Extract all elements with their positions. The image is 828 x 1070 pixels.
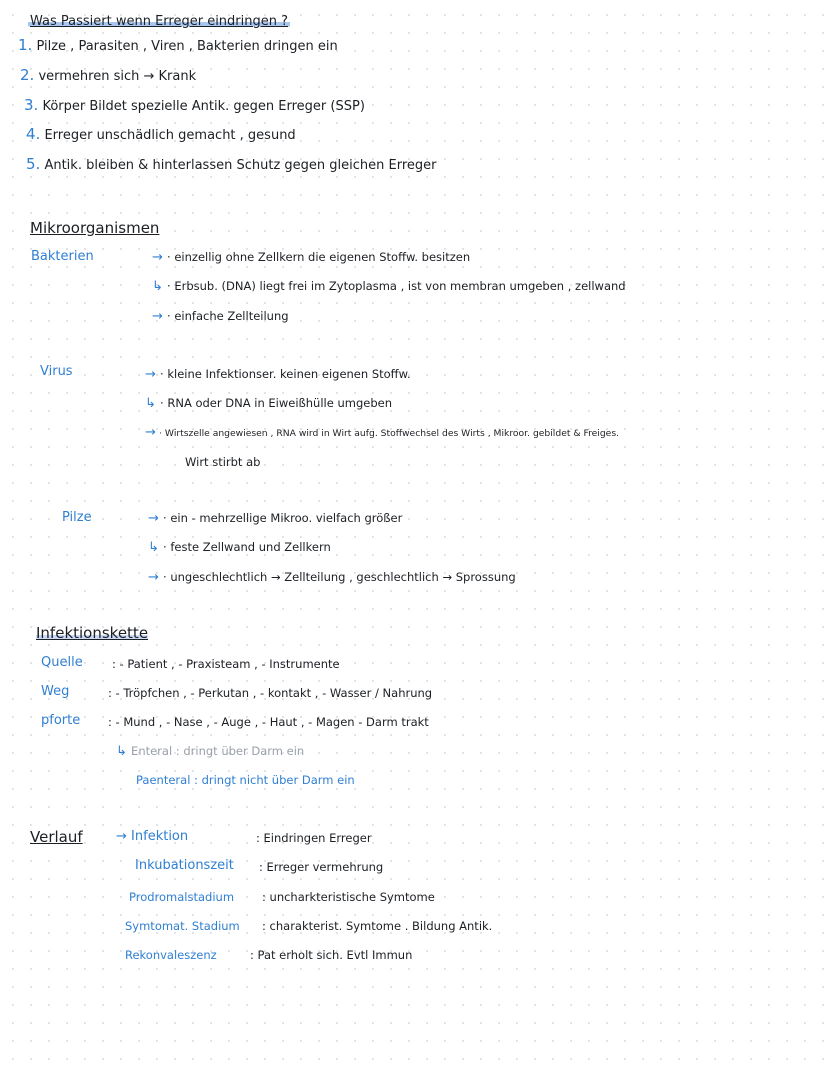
list-item: → Infektion (116, 829, 189, 844)
list-item: : - Patient , - Praxisteam , - Instrumente (112, 657, 340, 671)
label-pilze: Pilze (62, 510, 92, 525)
arrow-icon: → (145, 367, 156, 382)
label-prodromalstadium: Prodromalstadium (129, 890, 235, 904)
list-item: → · ungeschlechtlich → Zellteilung , geschlechtlich → Sprossung (148, 570, 516, 585)
list-item-continuation: Wirt stirbt ab (185, 455, 261, 469)
section-heading-mikroorganismen: Mikroorganismen (30, 219, 160, 237)
list-item: 3. Körper Bildet spezielle Antik. gegen Erreger (SSP) (24, 96, 365, 114)
arrow-icon: → (148, 511, 159, 526)
list-item: → · einfache Zellteilung (152, 309, 289, 324)
section-heading-verlauf: Verlauf (30, 828, 83, 846)
label-bakterien: Bakterien (31, 249, 94, 264)
list-item-text: : uncharkteristische Symtome (262, 890, 435, 904)
arrow-icon: ↳ (148, 540, 159, 555)
list-item-text: : Eindringen Erreger (256, 831, 372, 845)
list-item: ↳ · RNA oder DNA in Eiweißhülle umgeben (145, 396, 392, 411)
list-item: 5. Antik. bleiben & hinterlassen Schutz gegen gleichen Erreger (26, 155, 437, 173)
list-item: 1. Pilze , Parasiten , Viren , Bakterien dringen ein (18, 36, 338, 54)
list-item-text: : charakterist. Symtome . Bildung Antik. (262, 919, 493, 933)
list-item: : - Tröpfchen , - Perkutan , - kontakt , - Wasser / Nahrung (108, 686, 433, 700)
arrow-icon: ↳ (145, 396, 156, 411)
list-item: ↳ · feste Zellwand und Zellkern (148, 540, 331, 555)
list-item: ↳ · Erbsub. (DNA) liegt frei im Zytoplasma , ist von membran umgeben , zellwand (152, 279, 626, 294)
arrow-icon: → (145, 425, 156, 440)
label-rekonvaleszenz: Rekonvaleszenz (125, 948, 217, 962)
list-item: 2. vermehren sich → Krank (20, 66, 197, 84)
list-item-text: : Pat erholt sich. Evtl Immun (250, 948, 413, 962)
list-item: → · ein - mehrzellige Mikroo. vielfach größer (148, 511, 403, 526)
label-virus: Virus (40, 364, 73, 379)
label-symtomat-stadium: Symtomat. Stadium (125, 919, 240, 933)
arrow-icon: ↳ (116, 744, 127, 759)
label-weg: Weg (41, 684, 70, 699)
list-item: ↳ Enteral : dringt über Darm ein (116, 744, 305, 759)
arrow-icon: ↳ (152, 279, 163, 294)
list-item-text: : Erreger vermehrung (259, 860, 384, 874)
arrow-icon: → (152, 309, 163, 324)
arrow-icon: → (152, 250, 163, 265)
list-item: → · einzellig ohne Zellkern die eigenen Stoffw. besitzen (152, 250, 471, 265)
arrow-icon: → (116, 829, 127, 844)
list-item: : - Mund , - Nase , - Auge , - Haut , - Magen - Darm trakt (108, 715, 429, 729)
list-item: 4. Erreger unschädlich gemacht , gesund (26, 125, 296, 143)
list-item: → · kleine Infektionser. keinen eigenen Stoffw. (145, 367, 411, 382)
label-quelle: Quelle (41, 655, 83, 670)
list-item: → · Wirtszelle angewiesen , RNA wird in Wirt aufg. Stoffwechsel des Wirts , Mikroor. gebildet & Freiges. (145, 425, 620, 440)
label-inkubationszeit: Inkubationszeit (135, 858, 234, 873)
arrow-icon: → (148, 570, 159, 585)
page-title: Was Passiert wenn Erreger eindringen ? (30, 14, 289, 29)
label-pforte: pforte (41, 713, 81, 728)
section-heading-infektionskette: Infektionskette (36, 624, 149, 642)
list-item: Paenteral : dringt nicht über Darm ein (136, 773, 355, 787)
